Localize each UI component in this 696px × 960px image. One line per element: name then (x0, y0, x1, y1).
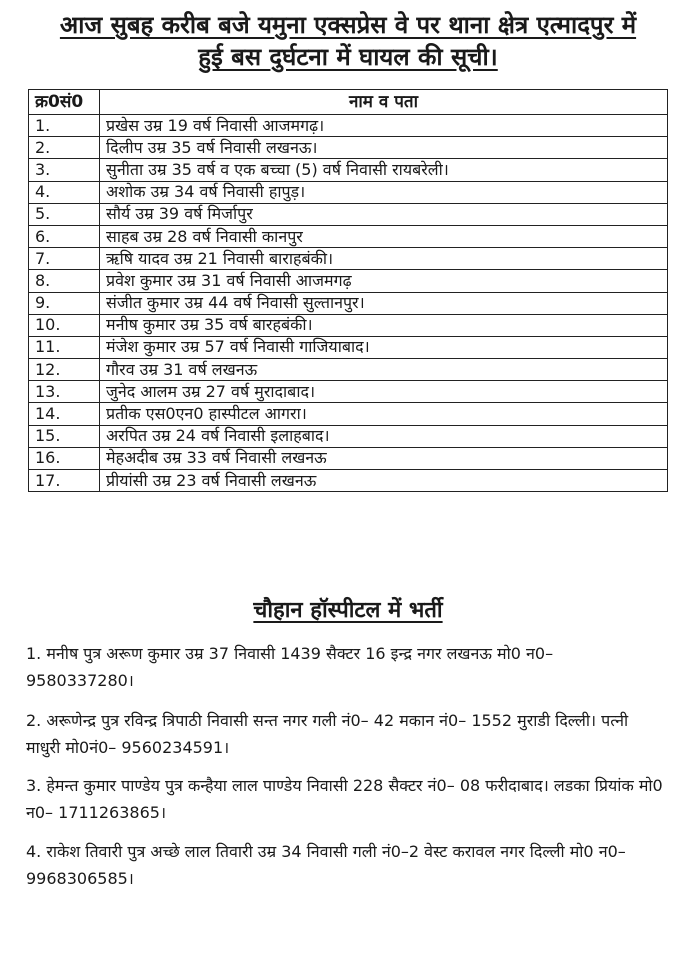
serial-cell: 17. (29, 470, 100, 492)
serial-cell: 14. (29, 403, 100, 425)
injured-list-table (28, 89, 668, 492)
serial-cell: 16. (29, 447, 100, 469)
name-cell: अशोक उम्र 34 वर्ष निवासी हापुड़। (100, 181, 668, 203)
serial-cell: 15. (29, 425, 100, 447)
table-row (29, 336, 668, 358)
name-cell: ऋषि यादव उम्र 21 निवासी बाराहबंकी। (100, 248, 668, 270)
table-row (29, 447, 668, 469)
table-row (29, 159, 668, 181)
name-cell: गौरव उम्र 31 वर्ष लखनऊ (100, 359, 668, 381)
serial-cell: 4. (29, 181, 100, 203)
serial-cell: 5. (29, 203, 100, 225)
table-row (29, 314, 668, 336)
serial-cell: 7. (29, 248, 100, 270)
header-serial: क्र0सं0 (29, 90, 100, 115)
name-cell: संजीत कुमार उम्र 44 वर्ष निवासी सुल्तानपुर। (100, 292, 668, 314)
hospital-entry: 1. मनीष पुत्र अरूण कुमार उम्र 37 निवासी 1439 सैक्टर 16 इन्द्र नगर लखनऊ मो0 न0– 9580337280। (26, 644, 554, 690)
name-cell: मनीष कुमार उम्र 35 वर्ष बारहबंकी। (100, 314, 668, 336)
hospital-entry: 3. हेमन्त कुमार पाण्डेय पुत्र कन्हैया लाल पाण्डेय निवासी 228 सैक्टर नं0– 08 फरीदाबाद। लडका प्रियांक मो0 न0– 1711263865। (26, 776, 663, 822)
serial-cell: 3. (29, 159, 100, 181)
table-row (29, 248, 668, 270)
serial-cell: 1. (29, 115, 100, 137)
name-cell: मंजेश कुमार उम्र 57 वर्ष निवासी गाजियाबाद। (100, 336, 668, 358)
name-cell: सुनीता उम्र 35 वर्ष व एक बच्चा (5) वर्ष निवासी रायबरेली। (100, 159, 668, 181)
serial-cell: 9. (29, 292, 100, 314)
serial-cell: 6. (29, 225, 100, 247)
header-name-address: नाम व पता (100, 90, 668, 115)
hospital-entry: 2. अरूणेन्द्र पुत्र रविन्द्र त्रिपाठी निवासी सन्त नगर गली नं0– 42 मकान नं0– 1552 मुराडी दिल्ली। पत्नी माधुरी मो0नं0– 9560234591। (26, 711, 629, 757)
name-cell: मेहअदीब उम्र 33 वर्ष निवासी लखनऊ (100, 447, 668, 469)
name-cell: प्रीयांसी उम्र 23 वर्ष निवासी लखनऊ (100, 470, 668, 492)
table-row (29, 425, 668, 447)
name-cell: जुनेद आलम उम्र 27 वर्ष मुरादाबाद। (100, 381, 668, 403)
title-line-1: आज सुबह करीब बजे यमुना एक्सप्रेस वे पर थाना क्षेत्र एत्मादपुर में (59, 11, 637, 39)
table-row (29, 137, 668, 159)
table-row (29, 270, 668, 292)
table-row (29, 181, 668, 203)
name-cell: दिलीप उम्र 35 वर्ष निवासी लखनऊ। (100, 137, 668, 159)
table-row (29, 359, 668, 381)
table-row (29, 292, 668, 314)
hospital-heading: चौहान हॉस्पीटल में भर्ती (253, 598, 443, 623)
table-row (29, 115, 668, 137)
serial-cell: 8. (29, 270, 100, 292)
serial-cell: 2. (29, 137, 100, 159)
title-line-2: हुई बस दुर्घटना में घायल की सूची। (198, 43, 498, 71)
name-cell: प्रखेस उम्र 19 वर्ष निवासी आजमगढ़। (100, 115, 668, 137)
name-cell: साहब उम्र 28 वर्ष निवासी कानपुर (100, 225, 668, 247)
table-row (29, 403, 668, 425)
name-cell: प्रवेश कुमार उम्र 31 वर्ष निवासी आजमगढ़ (100, 270, 668, 292)
table-row (29, 203, 668, 225)
serial-cell: 13. (29, 381, 100, 403)
serial-cell: 10. (29, 314, 100, 336)
serial-cell: 12. (29, 359, 100, 381)
table-row (29, 225, 668, 247)
name-cell: प्रतीक एस0एन0 हास्पीटल आगरा। (100, 403, 668, 425)
hospital-entry: 4. राकेश तिवारी पुत्र अच्छे लाल तिवारी उम्र 34 निवासी गली नं0–2 वेस्ट करावल नगर दिल्ली मो0 न0– 9968306585। (26, 842, 626, 888)
table-header-row (29, 90, 668, 115)
table-row (29, 470, 668, 492)
serial-cell: 11. (29, 336, 100, 358)
name-cell: अरपित उम्र 24 वर्ष निवासी इलाहबाद। (100, 425, 668, 447)
table-row (29, 381, 668, 403)
name-cell: सौर्य उम्र 39 वर्ष मिर्जापुर (100, 203, 668, 225)
